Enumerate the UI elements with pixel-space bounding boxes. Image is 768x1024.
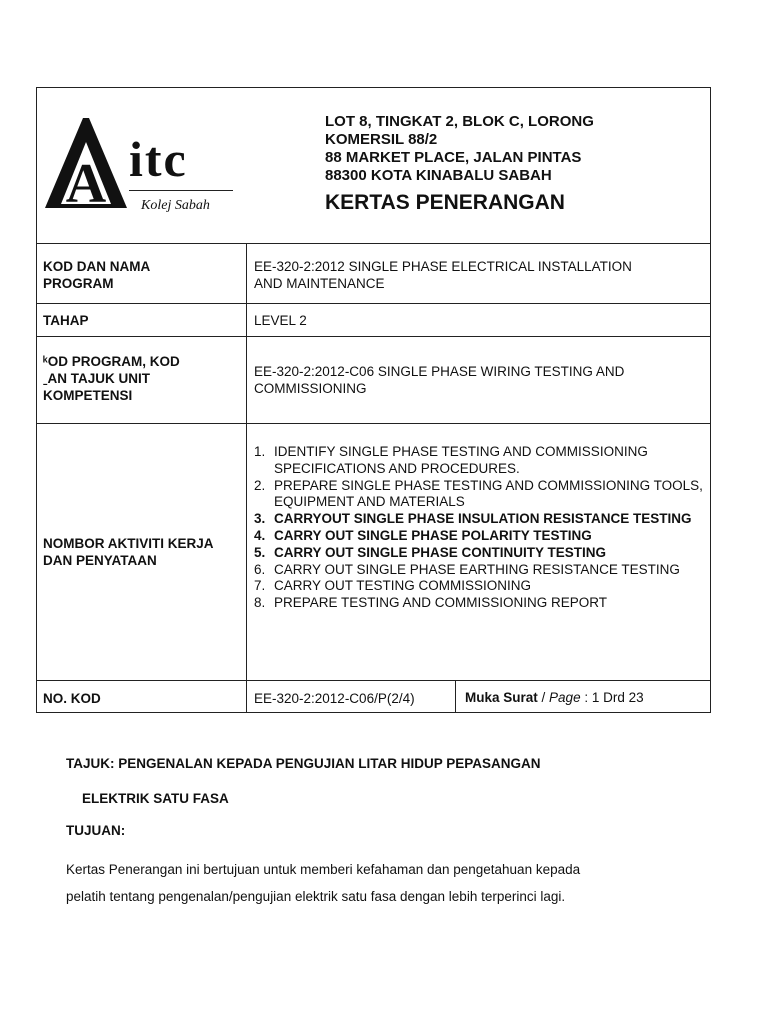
paragraph-line: pelatih tentang pengenalan/pengujian elektrik satu fasa dengan lebih terperinci lagi. xyxy=(66,889,566,904)
column-divider xyxy=(246,243,247,713)
activity-item xyxy=(254,578,706,595)
row-divider xyxy=(37,243,710,244)
page-number xyxy=(465,690,644,705)
value-line: AND MAINTENANCE xyxy=(254,276,385,291)
activity-item xyxy=(254,444,706,478)
activities-label xyxy=(43,535,243,569)
objective-paragraph xyxy=(66,856,686,910)
info-form-table xyxy=(36,87,711,713)
column-divider xyxy=(455,680,456,713)
logo-divider xyxy=(129,190,233,191)
activity-item xyxy=(254,545,706,562)
label-line: KOD DAN NAMA xyxy=(43,259,151,274)
logo-a-mark xyxy=(43,116,129,211)
activities-list xyxy=(254,444,706,612)
value-line: EE-320-2:2012-C06 SINGLE PHASE WIRING TESTING AND xyxy=(254,364,625,379)
activity-number: 2. xyxy=(254,477,266,493)
college-logo xyxy=(43,116,233,211)
page-separator: / xyxy=(537,690,550,705)
unit-label xyxy=(43,353,243,404)
row-divider xyxy=(37,303,710,304)
row-divider xyxy=(37,336,710,337)
address-line: KOMERSIL 88/2 xyxy=(325,131,438,148)
logo-letter: A xyxy=(65,153,107,211)
activity-text: CARRYOUT SINGLE PHASE INSULATION RESISTANCE TESTING xyxy=(274,511,692,527)
level-label: TAHAP xyxy=(43,313,89,328)
unit-value xyxy=(254,363,699,397)
value-line: COMMISSIONING xyxy=(254,381,367,396)
activity-number: 7. xyxy=(254,578,266,594)
activity-number: 8. xyxy=(254,595,266,611)
activity-item xyxy=(254,478,706,512)
program-value xyxy=(254,258,699,292)
address-line: LOT 8, TINGKAT 2, BLOK C, LORONG xyxy=(325,113,594,130)
row-divider xyxy=(37,680,710,681)
activity-number: 6. xyxy=(254,561,266,577)
row-divider xyxy=(37,423,710,424)
paragraph-line: Kertas Penerangan ini bertujuan untuk memberi kefahaman dan pengetahuan kepada xyxy=(66,862,581,877)
code-value: EE-320-2:2012-C06/P(2/4) xyxy=(254,691,415,706)
topic-heading-cont: ELEKTRIK SATU FASA xyxy=(82,791,229,806)
label-line: PROGRAM xyxy=(43,276,114,291)
label-line: ᵏOD PROGRAM, KOD xyxy=(43,354,180,369)
document-title: KERTAS PENERANGAN xyxy=(325,191,565,214)
activity-text: CARRY OUT SINGLE PHASE CONTINUITY TESTING xyxy=(274,544,607,560)
activity-text: CARRY OUT SINGLE PHASE EARTHING RESISTANCE TESTING xyxy=(274,561,680,577)
activity-item xyxy=(254,562,706,579)
label-line: NOMBOR AKTIVITI KERJA xyxy=(43,536,214,551)
objective-heading: TUJUAN: xyxy=(66,823,126,838)
activity-text: PREPARE TESTING AND COMMISSIONING REPORT xyxy=(274,595,608,611)
activity-text: CARRY OUT SINGLE PHASE POLARITY TESTING xyxy=(274,527,592,543)
activity-text: IDENTIFY SINGLE PHASE TESTING AND COMMISSIONING SPECIFICATIONS AND PROCEDURES. xyxy=(274,444,648,476)
code-label: NO. KOD xyxy=(43,691,101,706)
activity-number: 4. xyxy=(254,527,266,543)
activity-item xyxy=(254,511,706,528)
program-label xyxy=(43,258,243,292)
value-line: EE-320-2:2012 SINGLE PHASE ELECTRICAL INSTALLATION xyxy=(254,259,632,274)
activity-number: 5. xyxy=(254,544,266,560)
label-line: KOMPETENSI xyxy=(43,388,133,403)
page-value: : 1 Drd 23 xyxy=(580,690,644,705)
activity-number: 3. xyxy=(254,511,266,527)
page-label: Muka Surat xyxy=(465,690,538,705)
activity-number: 1. xyxy=(254,444,266,459)
topic-heading: TAJUK: PENGENALAN KEPADA PENGUJIAN LITAR HIDUP PEPASANGAN xyxy=(66,756,541,771)
label-line: DAN PENYATAAN xyxy=(43,553,157,568)
activity-item xyxy=(254,595,706,612)
activity-item xyxy=(254,528,706,545)
logo-subtitle: Kolej Sabah xyxy=(141,198,210,213)
level-value: LEVEL 2 xyxy=(254,313,307,328)
address-line: 88 MARKET PLACE, JALAN PINTAS xyxy=(325,149,582,166)
address-line: 88300 KOTA KINABALU SABAH xyxy=(325,167,552,184)
label-line: ˍAN TAJUK UNIT xyxy=(43,371,150,386)
logo-wordmark: itc xyxy=(129,131,188,187)
activity-text: PREPARE SINGLE PHASE TESTING AND COMMISSIONING TOOLS, EQUIPMENT AND MATERIALS xyxy=(274,477,703,510)
page-label-en: Page xyxy=(549,690,581,705)
activity-text: CARRY OUT TESTING COMMISSIONING xyxy=(274,578,532,594)
college-address xyxy=(325,113,705,185)
